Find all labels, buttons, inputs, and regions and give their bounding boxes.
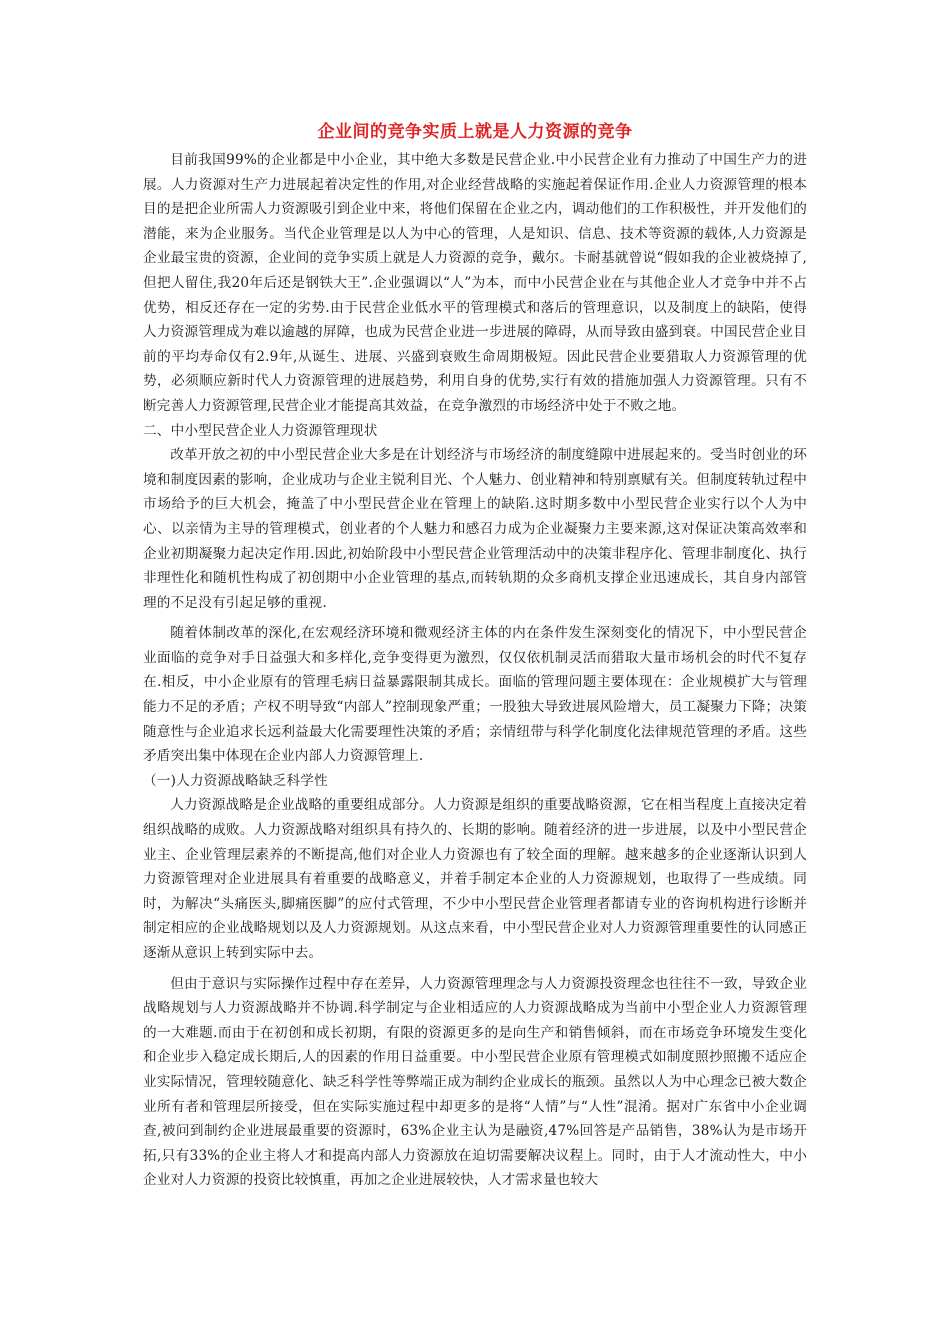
- document-body: [143, 148, 807, 1193]
- document-title: 企业间的竞争实质上就是人力资源的竞争: [317, 122, 633, 142]
- body-paragraph: 随着体制改革的深化,在宏观经济环境和微观经济主体的内在条件发生深刻变化的情况下，中小型民营企业面临的竞争对手日益强大和多样化,竞争变得更为激烈，仅仅依机制灵活而猎取大量市场机会的时代不复存在.相反，中小企业原有的管理毛病日益暴露限制其成长。面临的管理问题主要体现在：企业规模扩大与管理能力不足的矛盾；产权不明导致“内部人”控制现象严重；一股独大导致进展风险增大，员工凝聚力下降；决策随意性与企业追求长远利益最大化需要理性决策的矛盾；亲情纽带与科学化制度化法律规范管理的矛盾。这些矛盾突出集中体现在企业内部人力资源管理上.: [143, 625, 807, 765]
- body-paragraph: 人力资源战略是企业战略的重要组成部分。人力资源是组织的重要战略资源，它在相当程度上直接决定着组织战略的成败。人力资源战略对组织具有持久的、长期的影响。随着经济的进一步进展，以及中小型民营企业主、企业管理层素养的不断提高,他们对企业人力资源也有了较全面的理解。越来越多的企业逐渐认识到人力资源管理对企业进展具有着重要的战略意义，并着手制定本企业的人力资源规划，也取得了一些成绩。同时，为解决“头痛医头,脚痛医脚”的应付式管理，不少中小型民营企业管理者都请专业的咨询机构进行诊断并制定相应的企业战略规划以及人力资源规划。从这点来看，中小型民营企业对人力资源管理重要性的认同感正逐渐从意识上转到实际中去。: [143, 797, 807, 961]
- body-paragraph: 改革开放之初的中小型民营企业大多是在计划经济与市场经济的制度缝隙中进展起来的。受当时创业的环境和制度因素的影响，企业成功与企业主锐利目光、个人魅力、创业精神和特别禀赋有关。但制度转轨过程中市场给予的巨大机会，掩盖了中小型民营企业在管理上的缺陷.这时期多数中小型民营企业实行以个人为中心、以亲情为主导的管理模式，创业者的个人魅力和感召力成为企业凝聚力主要来源,这对保证决策高效率和企业初期凝聚力起决定作用.因此,初始阶段中小型民营企业管理活动中的决策非程序化、管理非制度化、执行非理性化和随机性构成了初创期中小企业管理的基点,而转轨期的众多商机支撑企业迅速成长，其自身内部管理的不足没有引起足够的重视.: [143, 447, 807, 611]
- body-paragraph: 但由于意识与实际操作过程中存在差异，人力资源管理理念与人力资源投资理念也往往不一致，导致企业战略规划与人力资源战略并不协调.科学制定与企业相适应的人力资源战略成为当前中小型企业人力资源管理的一大难题.而由于在初创和成长初期，有限的资源更多的是向生产和销售倾斜，而在市场竞争环境发生变化和企业步入稳定成长期后,人的因素的作用日益重要。中小型民营企业原有管理模式如制度照抄照搬不适应企业实际情况，管理较随意化、缺乏科学性等弊端正成为制约企业成长的瓶颈。虽然以人为中心理念已被大数企业所有者和管理层所接受，但在实际实施过程中却更多的是将“人情”与“人性”混淆。据对广东省中小企业调查,被问到制约企业进展最重要的资源时，63%企业主认为是融资,47%回答是产品销售，38%认为是市场开拓,只有33%的企业主将人才和提高内部人力资源放在迫切需要解决议程上。同时，由于人才流动性大，中小企业对人力资源的投资比较慎重，再加之企业进展较快，人才需求量也较大: [143, 975, 807, 1189]
- body-paragraph: 目前我国99%的企业都是中小企业，其中绝大多数是民营企业.中小民营企业有力推动了中国生产力的进展。人力资源对生产力进展起着决定性的作用,对企业经营战略的实施起着保证作用.企业人力资源管理的根本目的是把企业所需人力资源吸引到企业中来，将他们保留在企业之内，调动他们的工作积极性，并开发他们的潜能，来为企业服务。当代企业管理是以人为中心的管理，人是知识、信息、技术等资源的载体,人力资源是企业最宝贵的资源，企业间的竞争实质上就是人力资源的竞争，戴尔。卡耐基就曾说“假如我的企业被烧掉了,但把人留住,我20年后还是钢铁大王”.企业强调以“人”为本，而中小民营企业在与其他企业人才竞争中并不占优势，相反还存在一定的劣势.由于民营企业低水平的管理模式和落后的管理意识，以及制度上的缺陷，使得人力资源管理成为难以逾越的屏障，也成为民营企业进一步进展的障碍，从而导致由盛到衰。中国民营企业目前的平均寿命仅有2.9年,从诞生、进展、兴盛到衰败生命周期极短。因此民营企业要猎取人力资源管理的优势，必须顺应新时代人力资源管理的进展趋势，利用自身的优势,实行有效的措施加强人力资源管理。只有不断完善人力资源管理,民营企业才能提高其效益，在竞争激烈的市场经济中处于不败之地。: [143, 152, 807, 414]
- section-heading: （一)人力资源战略缺乏科学性: [143, 772, 328, 789]
- document-page: [143, 118, 807, 1193]
- section-heading: 二、中小型民营企业人力资源管理现状: [143, 422, 378, 439]
